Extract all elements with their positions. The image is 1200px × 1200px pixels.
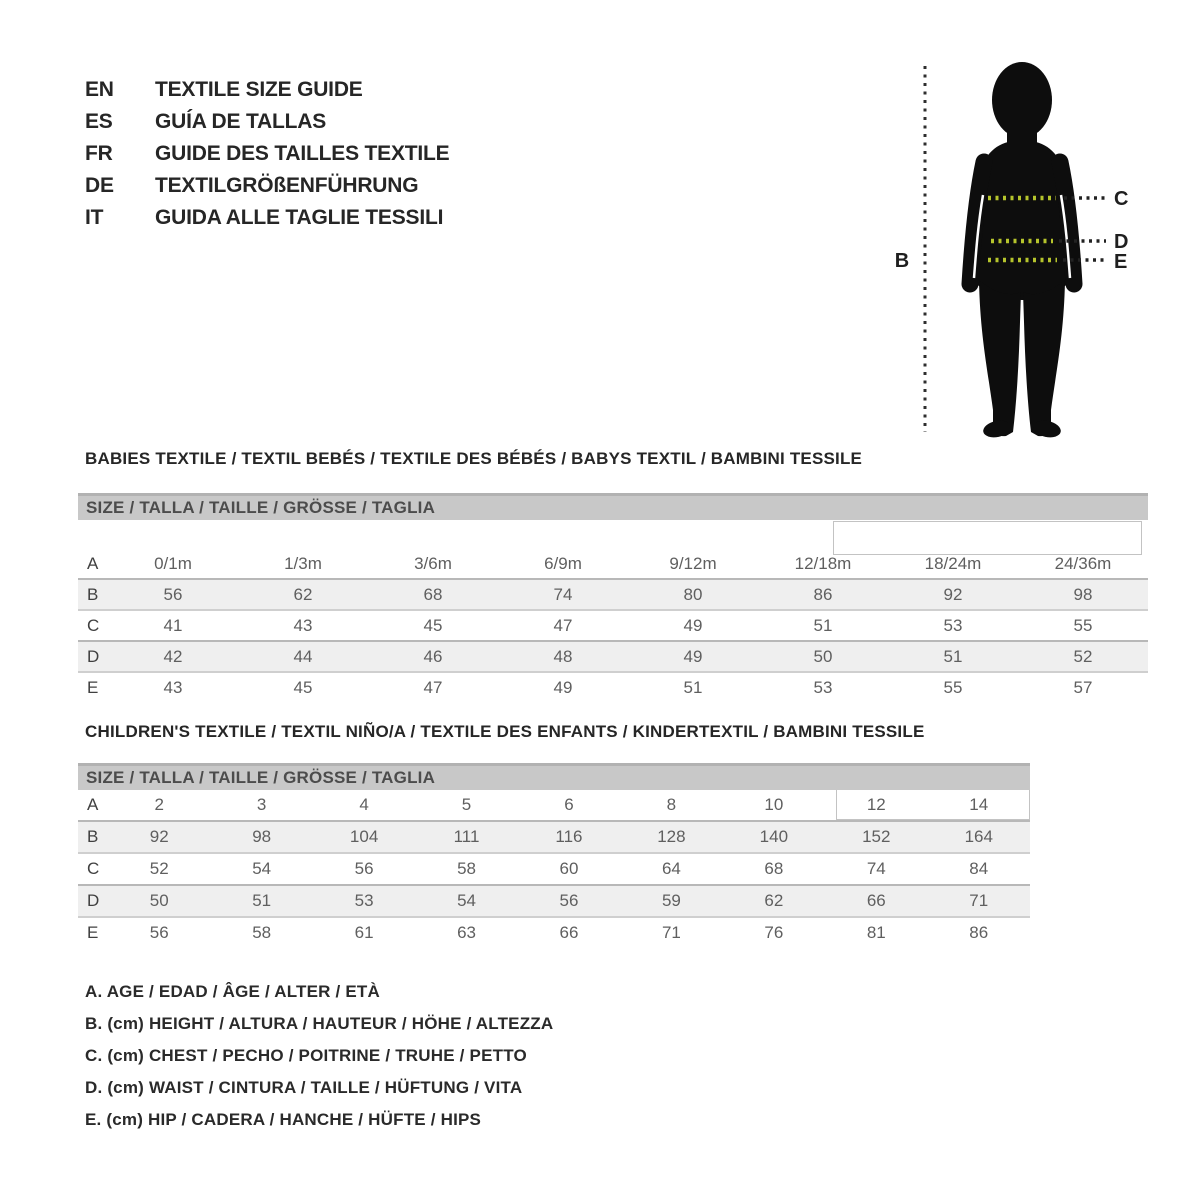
table-cell: 24/36m <box>1054 553 1112 573</box>
table-cell: 12/18m <box>794 553 852 573</box>
table-cell: 53 <box>813 677 833 697</box>
table-cell: 62 <box>723 885 825 917</box>
table-cell: 50 <box>758 641 888 672</box>
table-cell: 45 <box>293 677 313 697</box>
table-cell: 71 <box>661 923 681 942</box>
table-row-waist <box>78 641 1148 672</box>
table-cell: 164 <box>928 821 1031 853</box>
table-cell: 81 <box>866 923 886 942</box>
table-cell: 8 <box>666 795 677 814</box>
table-cell: 86 <box>969 923 989 942</box>
language-row <box>85 170 449 202</box>
table-row-chest <box>78 853 1030 885</box>
size-header-bar: SIZE / TALLA / TAILLE / GRÖSSE / TAGLIA <box>78 495 1148 521</box>
table-cell: 1/3m <box>284 553 322 573</box>
table-cell: 52 <box>1018 641 1148 672</box>
table-cell: 2 <box>154 795 164 814</box>
table-cell: 104 <box>313 821 415 853</box>
row-label: C <box>87 615 100 635</box>
table-cell: 12 <box>866 795 886 814</box>
table-cell: 66 <box>825 885 927 917</box>
table-cell: 84 <box>969 859 989 878</box>
table-cell: 54 <box>252 859 272 878</box>
table-cell: 55 <box>943 677 963 697</box>
table-cell: 49 <box>683 615 703 635</box>
language-title-list <box>85 74 449 234</box>
table-cell: 64 <box>661 859 681 878</box>
row-label: B <box>78 579 108 610</box>
table-cell: 62 <box>238 579 368 610</box>
table-cell: 56 <box>354 859 374 878</box>
size-header-bar: SIZE / TALLA / TAILLE / GRÖSSE / TAGLIA <box>78 765 1030 791</box>
table-cell: 3/6m <box>414 553 452 573</box>
table-cell: 68 <box>764 859 784 878</box>
language-title: GUÍA DE TALLAS <box>155 110 327 133</box>
table-cell: 74 <box>498 579 628 610</box>
table-cell: 42 <box>108 641 238 672</box>
table-cell: 128 <box>620 821 722 853</box>
table-row-hip <box>78 672 1148 702</box>
table-cell: 59 <box>620 885 722 917</box>
legend-waist: D. (cm) WAIST / CINTURA / TAILLE / HÜFTUNG / VITA <box>85 1078 523 1097</box>
row-label: C <box>87 859 100 878</box>
table-cell: 51 <box>683 677 703 697</box>
table-cell: 61 <box>354 923 374 942</box>
table-cell: 76 <box>764 923 784 942</box>
table-cell: 3 <box>256 795 267 814</box>
legend-height: B. (cm) HEIGHT / ALTURA / HAUTEUR / HÖHE / ALTEZZA <box>85 1014 554 1033</box>
table-cell: 92 <box>108 821 210 853</box>
table-cell: 48 <box>498 641 628 672</box>
table-cell: 57 <box>1073 677 1093 697</box>
table-cell: 74 <box>866 859 886 878</box>
language-code: FR <box>85 142 113 165</box>
language-title: GUIDE DES TAILLES TEXTILE <box>155 142 450 165</box>
language-code: DE <box>85 174 114 197</box>
language-row <box>85 202 449 234</box>
children-table-section <box>78 763 1030 948</box>
table-cell: 9/12m <box>669 553 717 573</box>
row-label: E <box>87 677 99 697</box>
table-cell: 51 <box>888 641 1018 672</box>
table-cell: 63 <box>457 923 476 942</box>
table-cell: 60 <box>559 859 579 878</box>
table-cell: 44 <box>238 641 368 672</box>
table-cell: 51 <box>210 885 312 917</box>
row-label: B <box>78 821 108 853</box>
language-code: ES <box>85 110 113 133</box>
table-cell: 98 <box>210 821 312 853</box>
language-code: EN <box>85 78 114 101</box>
table-cell: 6/9m <box>544 553 582 573</box>
table-cell: 53 <box>943 615 963 635</box>
table-cell: 58 <box>252 923 272 942</box>
language-code: IT <box>85 206 104 229</box>
figure-label-height: B <box>894 250 910 272</box>
table-cell: 50 <box>108 885 210 917</box>
language-row <box>85 74 449 106</box>
table-cell: 43 <box>163 677 183 697</box>
legend-age: A. AGE / EDAD / ÂGE / ALTER / ETÀ <box>85 982 380 1001</box>
table-cell: 53 <box>313 885 415 917</box>
table-cell: 86 <box>758 579 888 610</box>
figure-label-chest: C <box>1114 188 1129 210</box>
table-cell: 55 <box>1073 615 1093 635</box>
table-cell: 80 <box>628 579 758 610</box>
table-cell: 0/1m <box>154 553 192 573</box>
table-cell: 49 <box>628 641 758 672</box>
figure-label-hip: E <box>1114 251 1128 273</box>
table-cell: 41 <box>163 615 183 635</box>
table-row-height <box>78 579 1148 610</box>
language-row <box>85 106 449 138</box>
table-cell: 49 <box>553 677 573 697</box>
table-row-age <box>78 549 1148 579</box>
children-size-table <box>78 763 1030 948</box>
babies-table-section <box>78 493 1148 702</box>
table-cell: 140 <box>723 821 825 853</box>
table-cell: 14 <box>969 795 989 814</box>
table-row-chest <box>78 610 1148 641</box>
table-cell: 56 <box>108 579 238 610</box>
table-row-age <box>78 790 1030 821</box>
table-cell: 47 <box>423 677 443 697</box>
table-cell: 71 <box>928 885 1031 917</box>
measurement-legend <box>85 976 553 1136</box>
table-cell: 152 <box>825 821 927 853</box>
table-row-hip <box>78 917 1030 948</box>
language-row <box>85 138 449 170</box>
table-cell: 51 <box>813 615 833 635</box>
table-cell: 4 <box>359 795 369 814</box>
child-silhouette-icon <box>850 40 1200 460</box>
table-cell: 47 <box>553 615 573 635</box>
measurement-figure <box>850 40 1200 460</box>
table-cell: 45 <box>423 615 443 635</box>
babies-section-heading: BABIES TEXTILE / TEXTIL BEBÉS / TEXTILE DES BÉBÉS / BABYS TEXTIL / BAMBINI TESSILE <box>85 449 863 468</box>
children-section-heading: CHILDREN'S TEXTILE / TEXTIL NIÑO/A / TEXTILE DES ENFANTS / KINDERTEXTIL / BAMBINI TESSILE <box>85 722 925 741</box>
table-cell: 98 <box>1018 579 1148 610</box>
row-label: E <box>87 923 99 942</box>
table-cell: 92 <box>888 579 1018 610</box>
figure-label-waist: D <box>1114 231 1129 253</box>
table-cell: 46 <box>368 641 498 672</box>
babies-size-table <box>78 493 1148 702</box>
table-cell: 54 <box>415 885 517 917</box>
table-cell: 43 <box>293 615 313 635</box>
language-title: TEXTILGRÖßENFÜHRUNG <box>155 174 419 197</box>
table-cell: 66 <box>559 923 579 942</box>
table-cell: 6 <box>564 795 574 814</box>
legend-hip: E. (cm) HIP / CADERA / HANCHE / HÜFTE / HIPS <box>85 1110 482 1129</box>
table-cell: 52 <box>149 859 169 878</box>
row-label: A <box>87 553 99 573</box>
legend-chest: C. (cm) CHEST / PECHO / POITRINE / TRUHE / PETTO <box>85 1046 527 1065</box>
table-cell: 116 <box>518 821 620 853</box>
table-cell: 10 <box>764 795 784 814</box>
table-cell: 111 <box>415 821 517 853</box>
table-row-height <box>78 821 1030 853</box>
table-cell: 56 <box>518 885 620 917</box>
table-cell: 58 <box>457 859 476 878</box>
row-label: D <box>78 885 108 917</box>
row-label: A <box>87 795 99 814</box>
language-title: TEXTILE SIZE GUIDE <box>155 78 363 101</box>
language-title: GUIDA ALLE TAGLIE TESSILI <box>155 206 444 229</box>
table-cell: 5 <box>461 795 472 814</box>
table-cell: 68 <box>368 579 498 610</box>
table-row-waist <box>78 885 1030 917</box>
row-label: D <box>78 641 108 672</box>
table-cell: 56 <box>149 923 169 942</box>
table-cell: 18/24m <box>924 553 982 573</box>
